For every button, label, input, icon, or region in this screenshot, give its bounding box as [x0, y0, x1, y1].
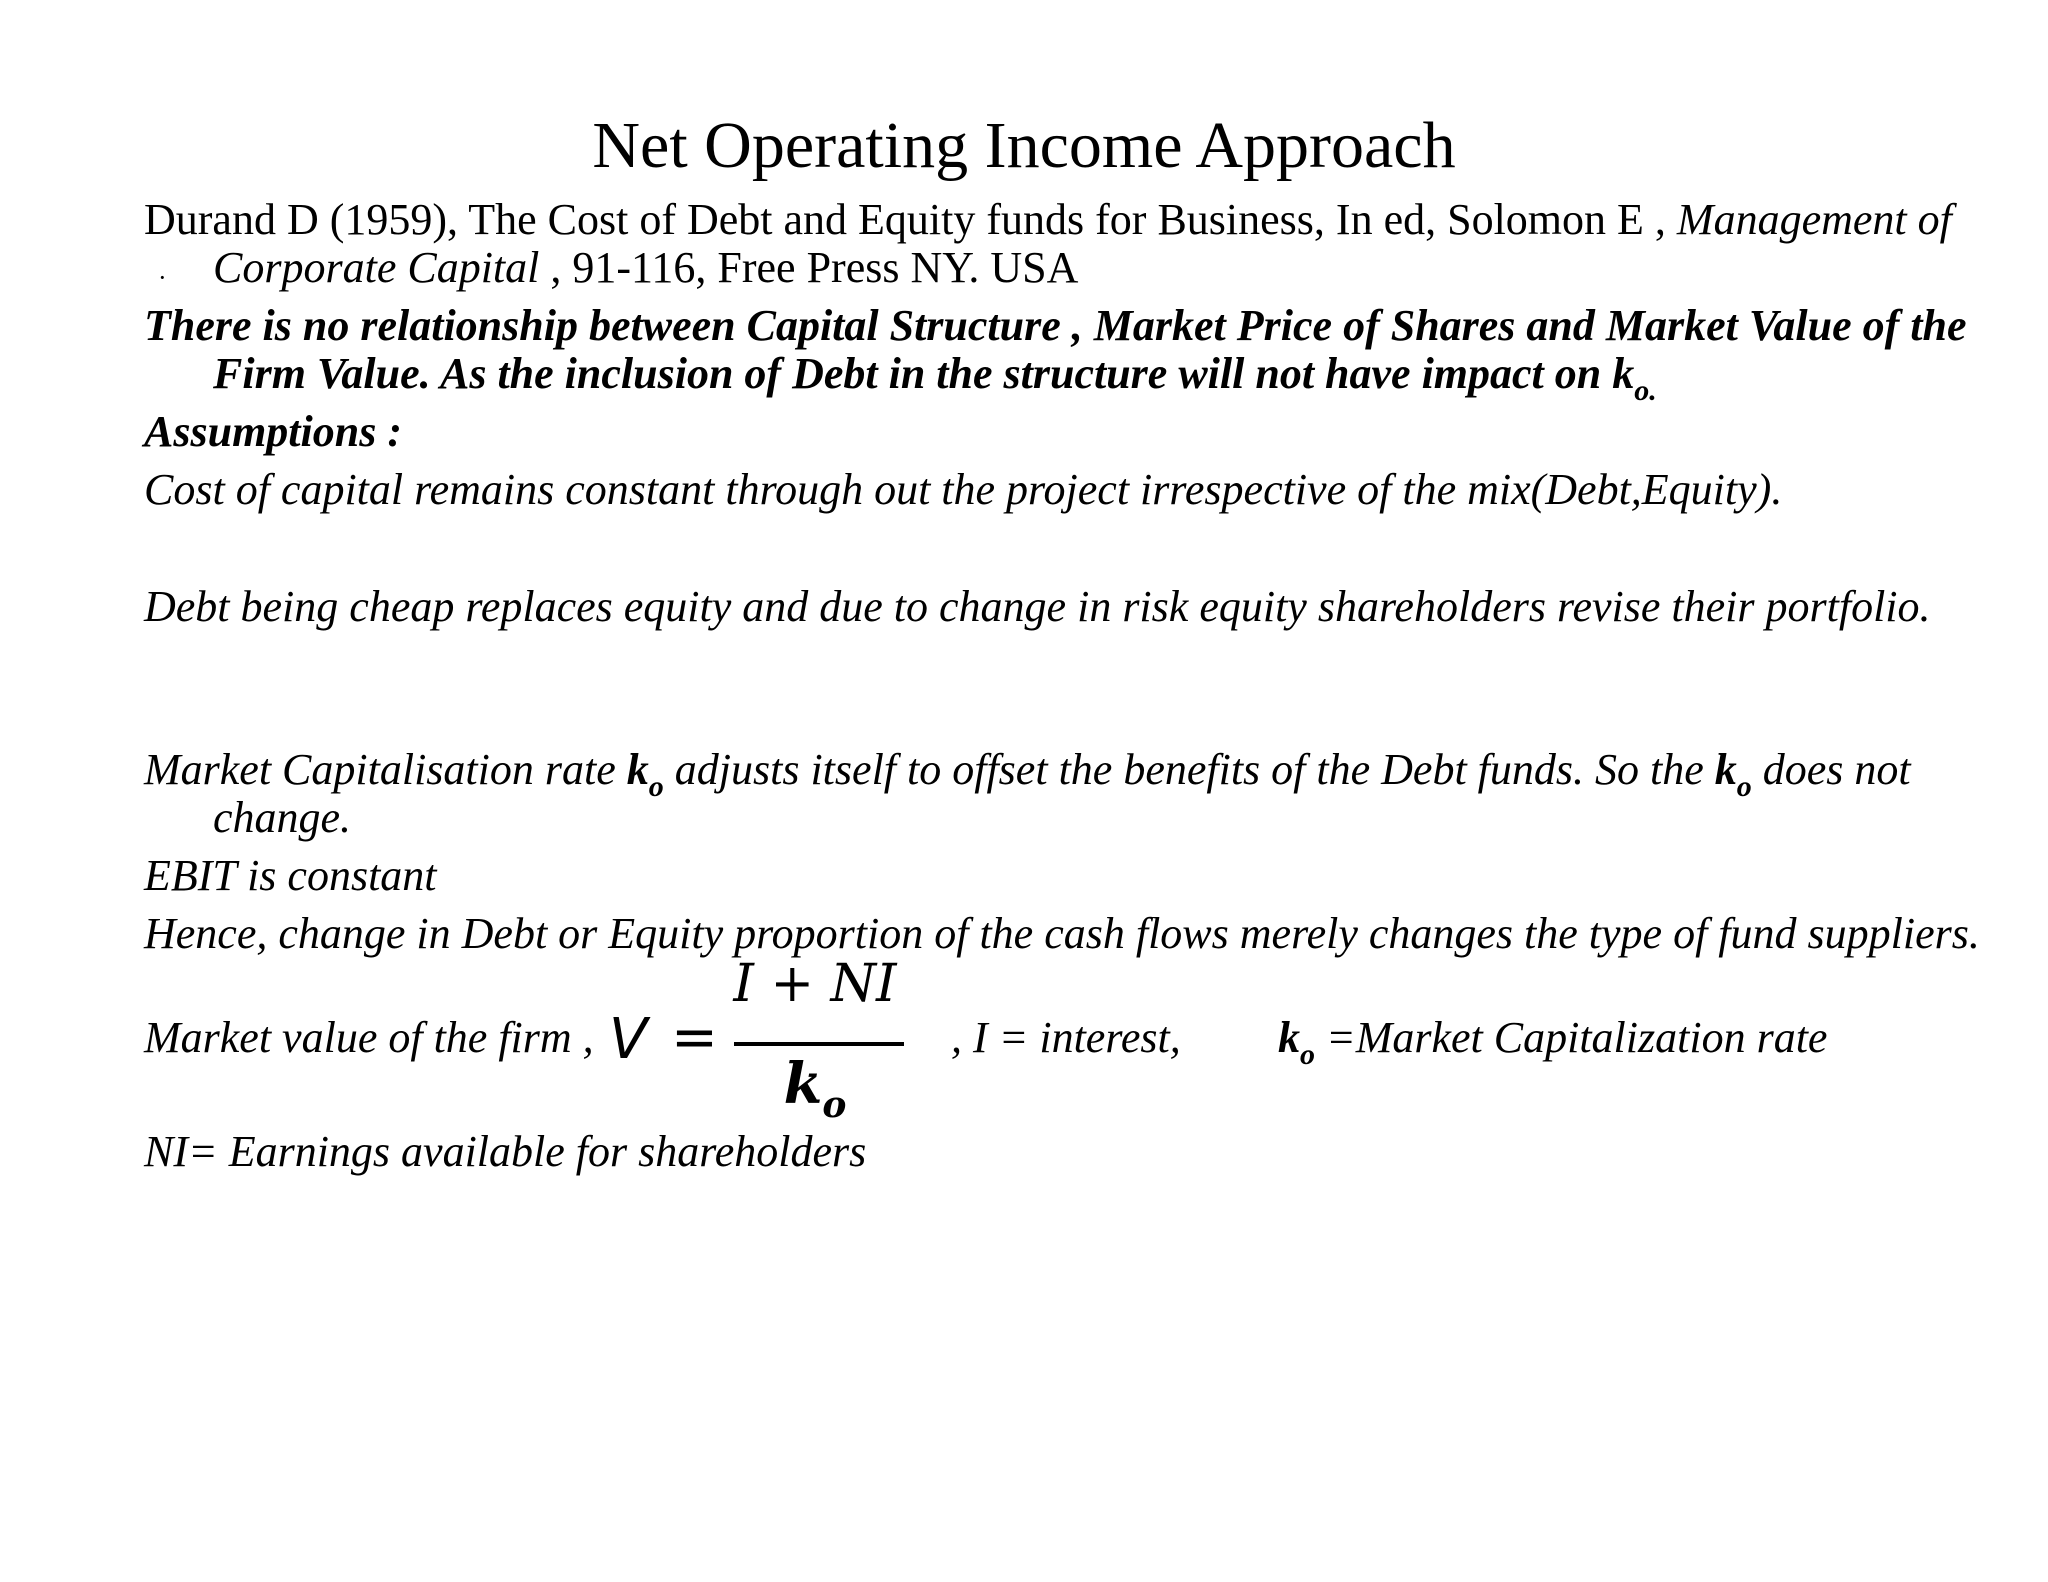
fraction-bar — [734, 1042, 904, 1046]
ko-subscript: o — [1300, 1038, 1315, 1071]
ko-symbol: k — [1278, 1013, 1300, 1062]
ko-symbol: k — [626, 745, 649, 794]
denominator-k: k — [783, 1051, 823, 1117]
formula-lhs: V — [609, 1007, 648, 1072]
reference-publisher: , 91-116, Free Press NY. USA — [539, 243, 1079, 292]
formula-denominator — [726, 1051, 904, 1126]
reference-citation — [144, 196, 1993, 292]
assumption-market-cap-rate — [144, 746, 1993, 842]
ko-note: =Market Capitalization rate — [1315, 1013, 1828, 1062]
assumption-debt-cheap: Debt being cheap replaces equity and due to change in risk equity shareholders revise their portfolio. — [144, 582, 1931, 631]
formula-numerator: I + NI — [733, 954, 897, 1014]
ko-subscript: o — [648, 770, 664, 803]
market-cap-text-c: does not change. — [213, 745, 1911, 842]
reference-text: Durand D (1959), The Cost of Debt and Equity funds for Business, In ed, Solomon E , — [144, 195, 1677, 244]
thesis-text: There is no relationship between Capital Structure , Market Price of Shares and Market Value of the Firm Value. As the inclusion of Debt in the structure will not have impact on k — [144, 301, 1967, 398]
thesis-subscript: o. — [1634, 374, 1657, 407]
assumption-ebit: EBIT is constant — [144, 851, 437, 900]
thesis-statement — [144, 301, 1993, 407]
ko-subscript: o — [1736, 770, 1752, 803]
ko-definition — [1278, 1013, 1828, 1071]
assumption-hence: Hence, change in Debt or Equity proportion of the cash flows merely changes the type of fund suppliers. — [144, 909, 1980, 958]
market-cap-text-b: adjusts itself to offset the benefits of the Debt funds. So the — [663, 745, 1715, 794]
assumption-cost-of-capital: Cost of capital remains constant through out the project irrespective of the mix(Debt,Equity). — [144, 465, 1783, 514]
interest-note: , I = interest, — [951, 1013, 1181, 1062]
assumptions-heading: Assumptions : — [144, 407, 402, 456]
ko-symbol: k — [1714, 745, 1737, 794]
market-value-formula — [144, 954, 1924, 1126]
bullet-marker: · — [158, 263, 167, 292]
formula-label: Market value of the firm , — [144, 1013, 594, 1062]
reference-book-title: Management of Corporate Capital — [213, 195, 1952, 292]
formula-equals: = — [671, 1005, 718, 1070]
denominator-subscript: o — [822, 1084, 847, 1126]
slide-title: Net Operating Income Approach — [592, 109, 1456, 182]
ni-definition: NI= Earnings available for shareholders — [144, 1127, 867, 1176]
market-cap-text-a: Market Capitalisation rate — [144, 745, 627, 794]
